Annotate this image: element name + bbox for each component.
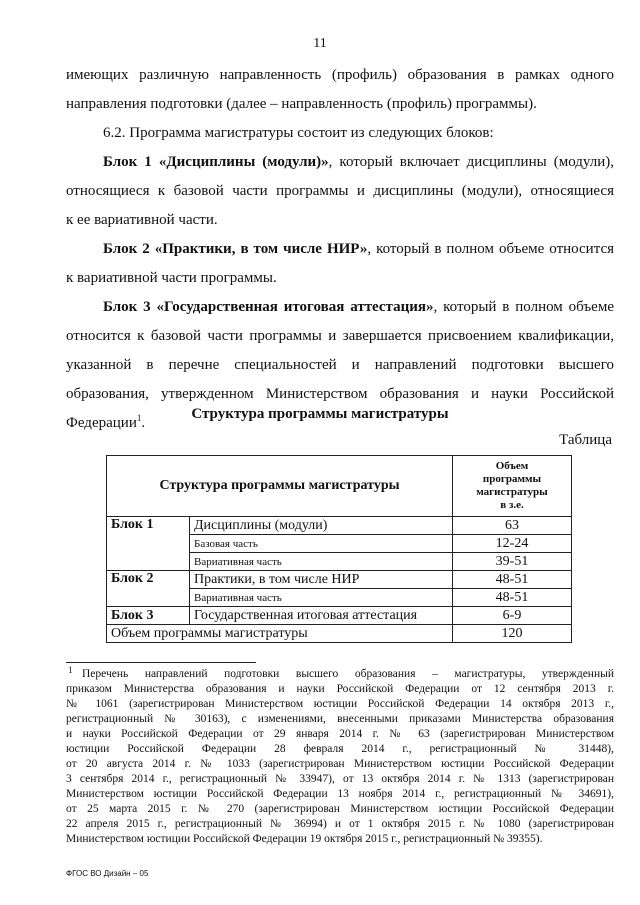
footnote-divider	[66, 662, 256, 663]
block-name-cell: Государственная итоговая аттестация	[190, 607, 453, 625]
footnote-mark: 1	[68, 665, 73, 675]
footnote-line: приказом Министерства образования и науки Российской Федерации от 12 сентября 2013 г.	[66, 683, 614, 695]
page-number: 11	[313, 36, 327, 51]
section-6-2-heading: 6.2. Программа магистратуры состоит из следующих блоков:	[103, 125, 494, 141]
header-volume-line: Объем	[495, 460, 529, 472]
footnote-line: от 20 августа 2014 г. № 1033 (зарегистрирован Министерством юстиции Российской Федерации	[66, 758, 614, 770]
body-text: .	[141, 415, 146, 431]
block3-title: Блок 3 «Государственная итоговая аттестация»	[103, 299, 434, 315]
table-row	[107, 571, 572, 589]
block3-paragraph-line	[103, 298, 614, 316]
block-cell: Блок 2	[107, 571, 190, 607]
body-line: направления подготовки (далее – направленность (профиль) программы).	[66, 96, 537, 112]
value-cell: 39-51	[453, 553, 572, 571]
total-value-cell: 120	[453, 625, 572, 643]
body-text: Федерации	[66, 415, 137, 431]
table-row-total	[107, 625, 572, 643]
value-cell: 63	[453, 517, 572, 535]
block-cell: Блок 1	[107, 517, 190, 571]
table-row	[107, 607, 572, 625]
footnote-line: Перечень направлений подготовки высшего образования – магистратуры, утвержденный	[82, 668, 614, 680]
block-name-cell: Практики, в том числе НИР	[190, 571, 453, 589]
total-label-cell: Объем программы магистратуры	[107, 625, 453, 643]
footnote-ref: 1	[136, 413, 142, 423]
footer-label: ФГОС ВО Дизайн – 05	[66, 869, 149, 878]
block1-title: Блок 1 «Дисциплины (модули)»	[103, 154, 329, 170]
part-name-cell: Вариативная часть	[190, 589, 453, 607]
header-volume-line: магистратуры	[476, 486, 548, 498]
footnote-line: юстиции Российской Федерации 28 февраля 2014 г., регистрационный № 31448),	[66, 743, 614, 755]
body-line: к ее вариативной части.	[66, 212, 218, 228]
body-line: относящиеся к базовой части программы и дисциплины (модули), относящиеся	[66, 183, 614, 199]
header-volume-line: в з.е.	[500, 499, 524, 511]
block1-paragraph-line	[103, 153, 614, 171]
value-cell: 48-51	[453, 571, 572, 589]
footnote-line: регистрационный № 30163), с изменениями, внесенными приказами Министерства образования	[66, 713, 614, 725]
block2-paragraph-line	[103, 240, 614, 258]
block3-text: , который в полном объеме	[433, 299, 614, 315]
program-structure-table	[106, 455, 572, 643]
table-row	[107, 517, 572, 535]
block-cell: Блок 3	[107, 607, 190, 625]
part-name-cell: Базовая часть	[190, 535, 453, 553]
block2-text: , который в полном объеме относится	[367, 241, 615, 257]
body-line: образования, утвержденном Министерством образования и науки Российской	[66, 386, 614, 402]
table-header-structure: Структура программы магистратуры	[107, 456, 453, 517]
footnote-line: Министерством юстиции Российской Федерации 13 ноября 2014 г., регистрационный № 34691),	[66, 788, 614, 800]
table-title: Структура программы магистратуры	[191, 406, 449, 422]
part-name-cell: Вариативная часть	[190, 553, 453, 571]
table-label: Таблица	[559, 432, 612, 448]
value-cell: 48-51	[453, 589, 572, 607]
value-cell: 6-9	[453, 607, 572, 625]
footnote-line: от 25 марта 2015 г. № 270 (зарегистрирован Министерством юстиции Российской Федерации	[66, 803, 614, 815]
block-name-cell: Дисциплины (модули)	[190, 517, 453, 535]
footnote-line: 3 сентября 2014 г., регистрационный № 33947), от 13 октября 2014 г. № 1313 (зарегистрирован	[66, 773, 614, 785]
table-header-volume	[453, 456, 572, 517]
body-line: имеющих различную направленность (профиль) образования в рамках одного	[66, 67, 614, 83]
value-cell: 12-24	[453, 535, 572, 553]
body-line: к вариативной части программы.	[66, 270, 277, 286]
header-volume-line: программы	[482, 473, 542, 485]
body-line: указанной в перечне специальностей и направлений подготовки высшего	[66, 357, 614, 373]
footnote-line: и науки Российской Федерации от 29 января 2014 г. № 63 (зарегистрирован Министерством	[66, 728, 614, 740]
footnote-line: № 1061 (зарегистрирован Министерством юстиции Российской Федерации 14 октября 2013 г.,	[66, 698, 614, 710]
block1-text: , который включает дисциплины (модули),	[328, 154, 614, 170]
body-line: относится к базовой части программы и завершается присвоением квалификации,	[66, 328, 614, 344]
footnote-line: Министерством юстиции Российской Федерации 19 октября 2015 г., регистрационный № 39355).	[66, 833, 543, 845]
footnote-line: 22 апреля 2015 г., регистрационный № 36994) и от 1 октября 2015 г. № 1080 (зарегистрирован	[66, 818, 614, 830]
block2-title: Блок 2 «Практики, в том числе НИР»	[103, 241, 368, 257]
